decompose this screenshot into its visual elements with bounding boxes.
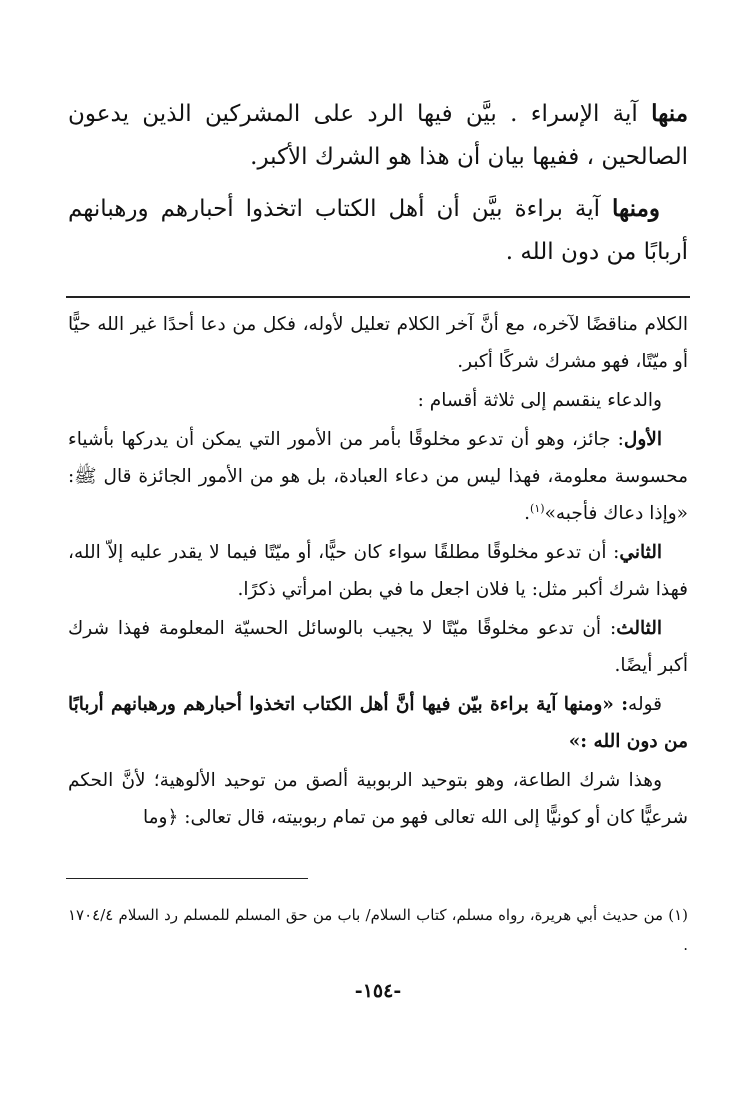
footnote [68,900,688,960]
commentary-paragraph: والدعاء ينقسم إلى ثلاثة أقسام : [417,390,662,411]
paragraph-body: آية الإسراء . بيَّن فيها الرد على المشركين الذين يدعون الصالحين ، ففيها بيان أن هذا هو الشرك الأكبر. [68,101,688,170]
section-lead-first: الأول [623,429,662,450]
commentary-paragraph: الكلام مناقضًا لآخره، مع أنَّ آخر الكلام تعليل لأوله، فكل من دعا أحدًا غير الله حيًّا أو ميّتًا، فهو مشرك شركًا أكبر. [68,314,688,372]
commentary-paragraph [68,534,688,608]
page-number: -١٥٤- [354,980,402,1002]
paragraph-lead-word: ومنها [612,195,661,222]
paragraph-body: آية براءة بيَّن أن أهل الكتاب اتخذوا أحبارهم ورهبانهم أربابًا من دون الله . [68,196,688,265]
quoted-text: : «ومنها آية براءة بيّن فيها أنَّ أهل الكتاب اتخذوا أحبارهم ورهبانهم أربابًا من دون الله :» [68,694,688,752]
main-text [68,92,688,274]
footnote-rule [66,878,308,879]
footnote-reference[interactable]: (١) [530,501,545,515]
commentary-paragraph [68,610,688,684]
section-body: : أن تدعو مخلوقًا مطلقًا سواء كان حيًّا، أو ميّتًا فيما لا يقدر عليه إلاّ الله، فهذا شرك أكبر مثل: يا فلان اجعل ما في بطن امرأتي ذكرًا. [68,542,688,600]
separator-rule [66,296,690,298]
commentary-paragraph: وهذا شرك الطاعة، وهو بتوحيد الربوبية ألصق من توحيد الألوهية؛ لأنَّ الحكم شرعيًّا كان أو كونيًّا إلى الله تعالى فهو من تمام ربوبيته، قال تعالى: ﴿وما [68,770,688,828]
commentary [68,306,688,836]
section-lead-second: الثاني [619,542,662,563]
sentence-end: . [524,503,531,524]
section-body: : أن تدعو مخلوقًا ميّتًا لا يجيب بالوسائل الحسيّة المعلومة فهذا شرك أكبر أيضًا. [68,618,688,676]
quote-lead: قوله [628,694,662,715]
section-lead-third: الثالث [616,618,662,639]
main-paragraph-1 [68,92,688,179]
commentary-paragraph [68,686,688,760]
main-paragraph-2 [68,187,688,274]
section-body: : جائز، وهو أن تدعو مخلوقًا بأمر من الأمور التي يمكن أن يدركها بأشياء محسوسة معلومة، فهذا ليس من دعاء العبادة، بل هو من الأمور الجائزة قال ﷺ: «وإذا دعاك فأجبه» [68,429,688,524]
commentary-paragraph [68,421,688,532]
paragraph-lead-word: منها [651,100,689,127]
footnote-text: (١) من حديث أبي هريرة، رواه مسلم، كتاب السلام/ باب من حق المسلم للمسلم رد السلام ١٧٠٤/٤ . [68,906,688,954]
